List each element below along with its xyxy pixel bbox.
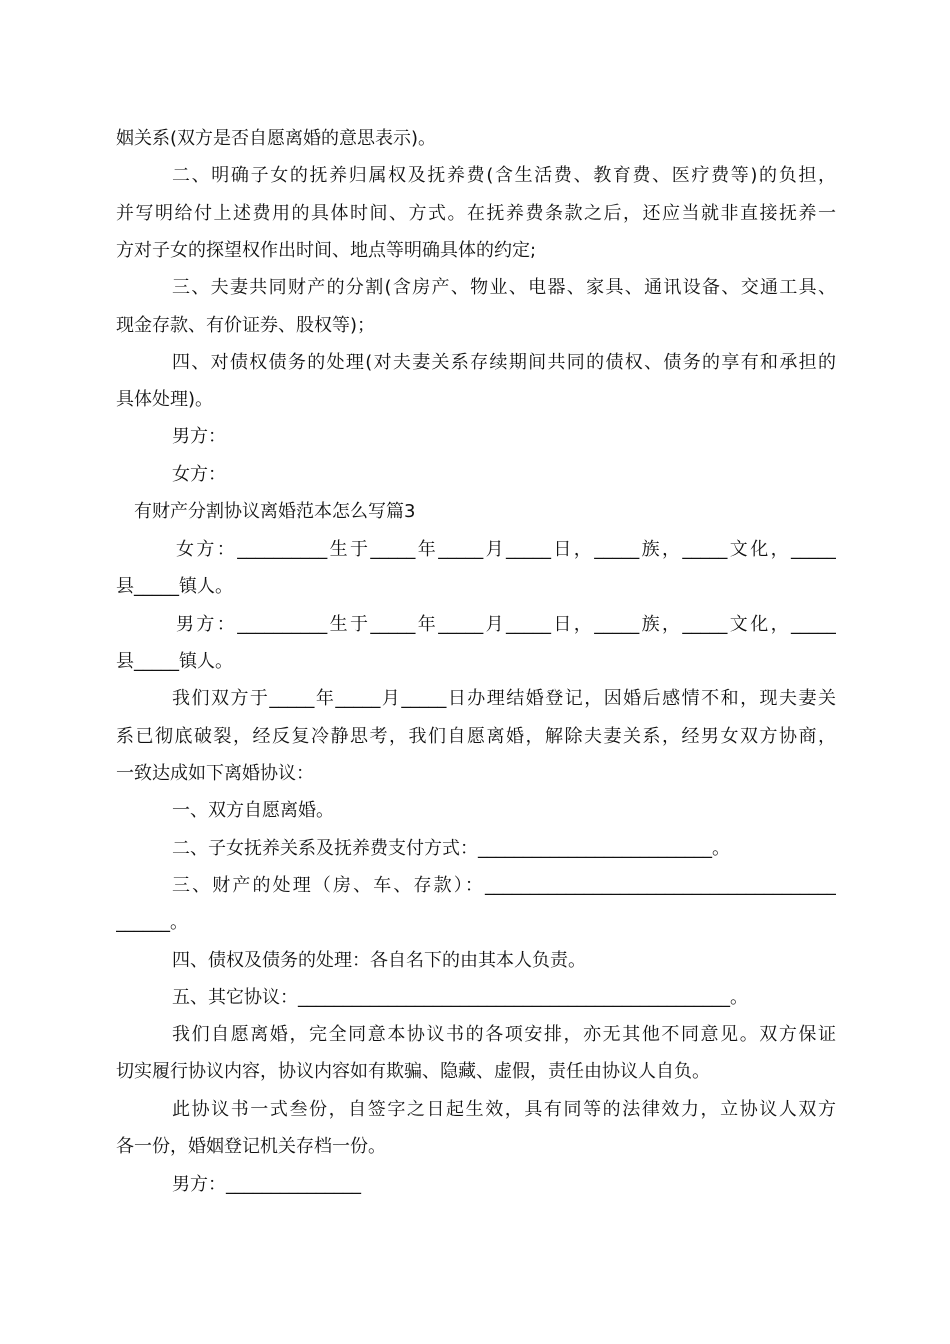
text-line: 三、夫妻共同财产的分割(含房产、物业、电器、家具、通讯设备、交通工具、 xyxy=(172,277,836,298)
text-line: 男方：__________生于_____年_____月_____日，_____族，_____文化，_____ xyxy=(176,614,836,635)
text-line: 我们双方于_____年_____月_____日办理结婚登记，因婚后感情不和，现夫妻关 xyxy=(172,688,836,709)
text-line: 四、对债权债务的处理(对夫妻关系存续期间共同的债权、债务的享有和承担的 xyxy=(172,352,836,373)
text-line: 一、双方自愿离婚。 xyxy=(172,800,334,821)
text-line: 此协议书一式叁份，自签字之日起生效，具有同等的法律效力，立协议人双方 xyxy=(172,1099,836,1120)
text-line: 四、债权及债务的处理：各自名下的由其本人负责。 xyxy=(172,950,586,971)
text-line: 切实履行协议内容，协议内容如有欺骗、隐藏、虚假，责任由协议人自负。 xyxy=(116,1061,710,1082)
text-line: 女方：__________生于_____年_____月_____日，_____族，_____文化，_____ xyxy=(176,539,836,560)
section-heading: 有财产分割协议离婚范本怎么写篇3 xyxy=(134,501,416,522)
text-line: 我们自愿离婚，完全同意本协议书的各项安排，亦无其他不同意见。双方保证 xyxy=(172,1024,836,1045)
text-line: 县_____镇人。 xyxy=(116,651,233,672)
text-line: 现金存款、有价证券、股权等)； xyxy=(116,315,376,336)
text-line: 方对子女的探望权作出时间、地点等明确具体的约定; xyxy=(116,240,537,261)
text-line: 二、子女抚养关系及抚养费支付方式：__________________________。 xyxy=(172,838,730,859)
text-line: 系已彻底破裂，经反复冷静思考，我们自愿离婚，解除夫妻关系，经男女双方协商， xyxy=(116,726,836,747)
signature-line-male: 男方：_______________ xyxy=(172,1174,361,1195)
text-line: 县_____镇人。 xyxy=(116,576,233,597)
text-line: 一致达成如下离婚协议： xyxy=(116,763,314,784)
text-line: ______。 xyxy=(116,912,188,933)
text-line: 三、财产的处理（房、车、存款）：_______________________________________ xyxy=(172,875,836,896)
text-line: 并写明给付上述费用的具体时间、方式。在抚养费条款之后，还应当就非直接抚养一 xyxy=(116,203,836,224)
text-line: 二、明确子女的抚养归属权及抚养费(含生活费、教育费、医疗费等)的负担， xyxy=(172,165,836,186)
signature-label-female: 女方： xyxy=(172,464,226,485)
text-line: 姻关系(双方是否自愿离婚的意思表示)。 xyxy=(116,128,437,149)
text-line: 具体处理)。 xyxy=(116,389,214,410)
text-line: 各一份，婚姻登记机关存档一份。 xyxy=(116,1136,386,1157)
signature-label-male: 男方： xyxy=(172,426,226,447)
text-line: 五、其它协议：________________________________________________。 xyxy=(172,987,748,1008)
